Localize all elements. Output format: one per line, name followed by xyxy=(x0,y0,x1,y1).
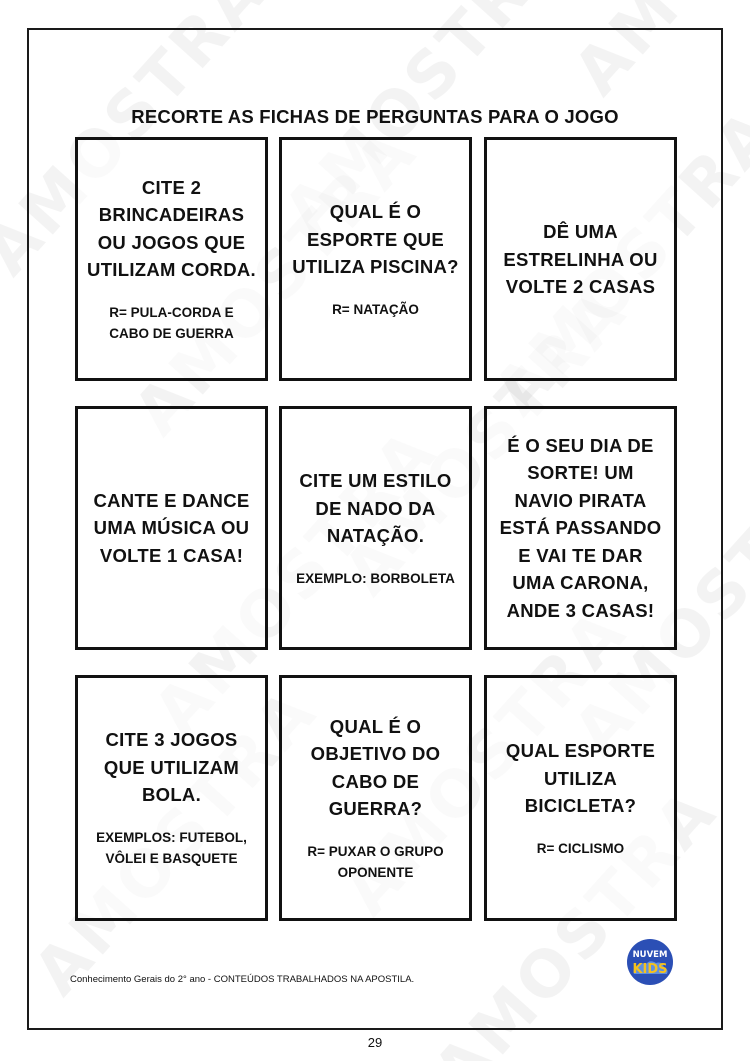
card-answer: EXEMPLOS: FUTEBOL, VÔLEI E BASQUETE xyxy=(96,829,247,867)
card-question: QUAL ESPORTE UTILIZA BICICLETA? xyxy=(505,740,656,816)
question-card xyxy=(484,406,677,650)
card-answer: R= PULA-CORDA E CABO DE GUERRA xyxy=(109,304,234,341)
question-card xyxy=(279,675,472,921)
card-answer: EXEMPLO: BORBOLETA xyxy=(296,570,455,586)
question-card xyxy=(75,675,268,921)
question-card xyxy=(279,137,472,381)
card-answer: R= NATAÇÃO xyxy=(332,301,419,317)
page-title: RECORTE AS FICHAS DE PERGUNTAS PARA O JOGO xyxy=(131,106,619,127)
card-question: DÊ UMA ESTRELINHA OU VOLTE 2 CASAS xyxy=(503,221,658,297)
nuvem-kids-logo-icon xyxy=(626,938,674,986)
card-question: CANTE E DANCE UMA MÚSICA OU VOLTE 1 CASA! xyxy=(93,489,250,566)
page-number: 29 xyxy=(367,1035,383,1050)
footer-note: Conhecimento Gerais do 2° ano - CONTEÚDOS TRABALHADOS NA APOSTILA. xyxy=(70,974,415,985)
question-card xyxy=(279,406,472,650)
question-card xyxy=(484,137,677,381)
logo-line2: KIDS xyxy=(632,962,668,977)
question-card xyxy=(75,137,268,381)
question-card xyxy=(484,675,677,921)
card-question: CITE 2 BRINCADEIRAS OU JOGOS QUE UTILIZAM CORDA. xyxy=(87,176,256,280)
card-question: CITE UM ESTILO DE NADO DA NATAÇÃO. xyxy=(299,470,452,546)
card-answer: R= CICLISMO xyxy=(536,840,625,856)
card-question: QUAL É O ESPORTE QUE UTILIZA PISCINA? xyxy=(292,201,459,277)
card-answer: R= PUXAR O GRUPO OPONENTE xyxy=(307,843,444,880)
card-question: QUAL É O OBJETIVO DO CABO DE GUERRA? xyxy=(310,715,441,819)
question-card xyxy=(75,406,268,650)
card-question: CITE 3 JOGOS QUE UTILIZAM BOLA. xyxy=(103,729,240,806)
logo-line1: NUVEM xyxy=(632,950,668,960)
card-question: É O SEU DIA DE SORTE! UM NAVIO PIRATA ESTÁ PASSANDO E VAI TE DAR UMA CARONA, ANDE 3 CASAS! xyxy=(499,434,662,621)
